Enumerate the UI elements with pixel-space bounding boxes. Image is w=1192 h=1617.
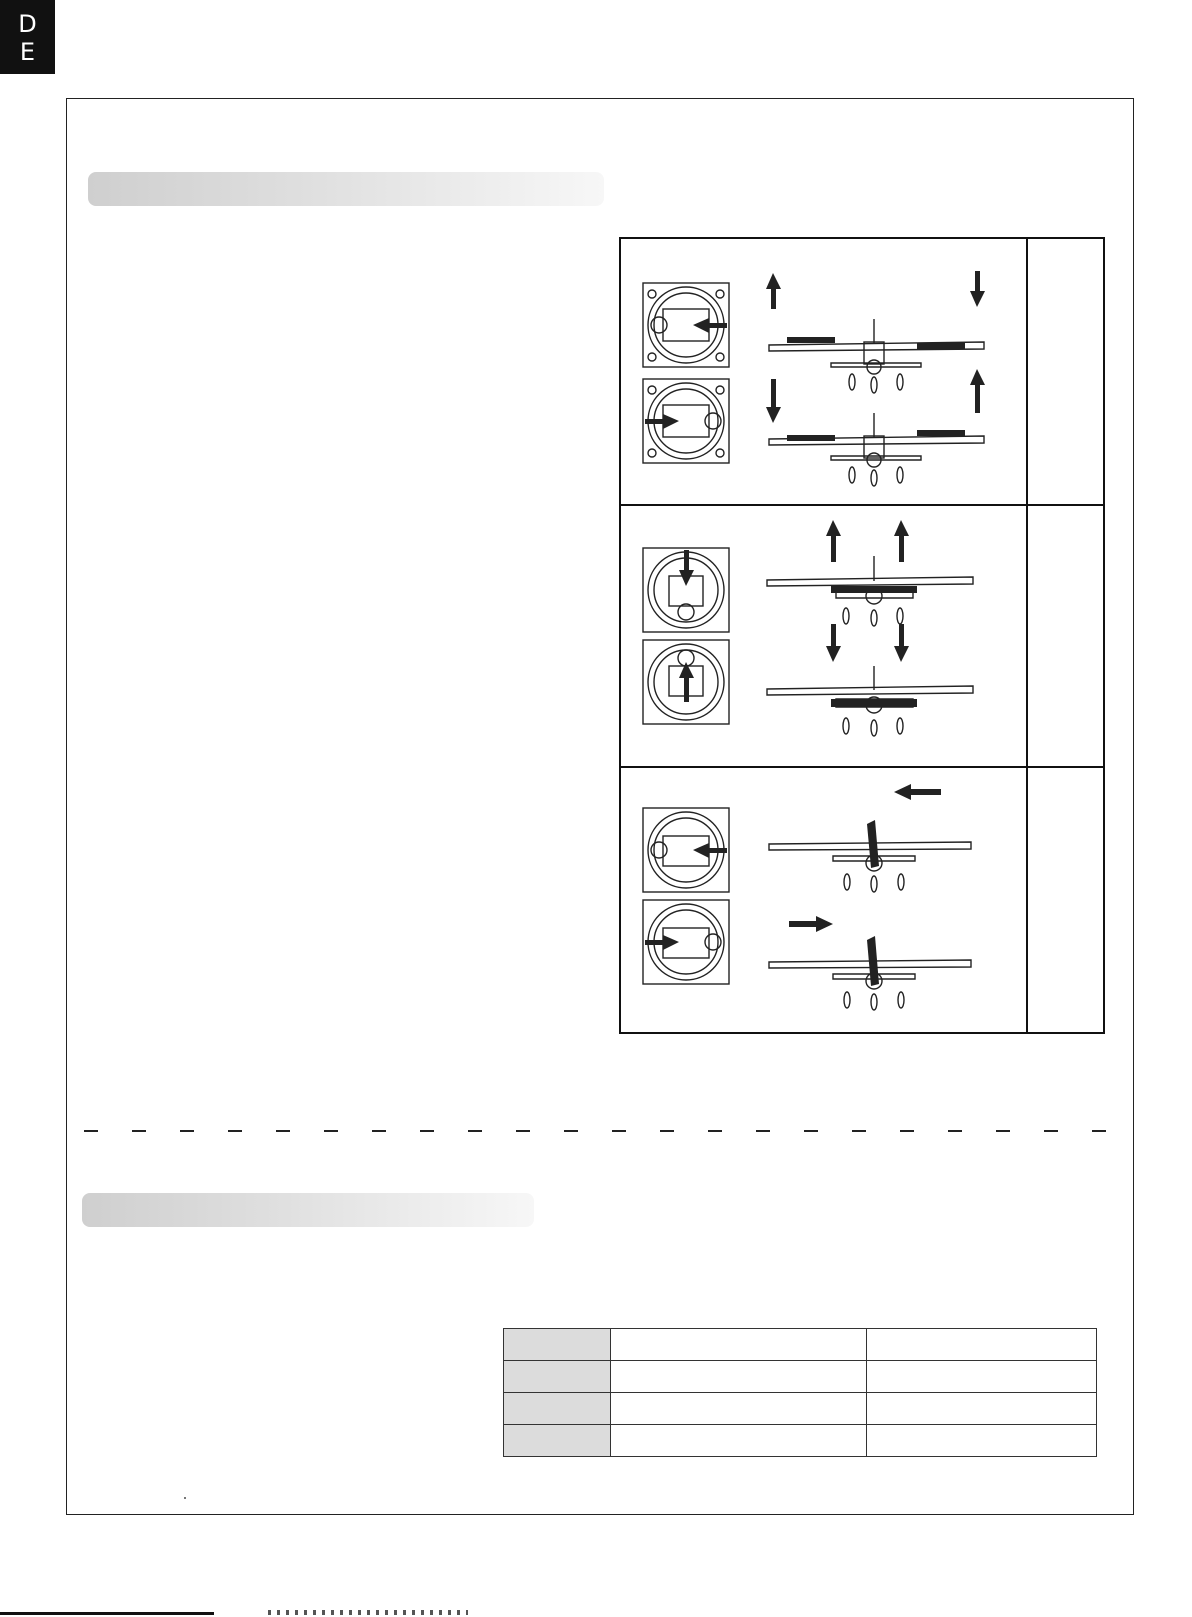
table-cell: [611, 1361, 867, 1393]
rudder-label-cell: [1028, 768, 1103, 1032]
rudder-deflection-icons: [621, 768, 1026, 1032]
aileron-label-cell: [1028, 239, 1103, 504]
table-row: [504, 1393, 1097, 1425]
language-tab: [0, 0, 55, 74]
table-row-header: [504, 1393, 611, 1425]
elevator-label-cell: [1028, 506, 1103, 766]
language-tab-line1: D: [18, 10, 37, 38]
elevator-deflection-icons: [621, 506, 1026, 766]
elevator-panel: [621, 506, 1026, 766]
spec-table: [503, 1328, 1097, 1457]
aileron-panel: [621, 239, 1026, 504]
aileron-deflection-icons: [621, 239, 1026, 504]
section-header-specs: [82, 1193, 534, 1227]
table-cell: [611, 1425, 867, 1457]
table-cell: [867, 1393, 1097, 1425]
section-header-control-test: [88, 172, 604, 206]
table-cell: [611, 1329, 867, 1361]
stray-mark: [184, 1497, 186, 1499]
table-cell: [867, 1361, 1097, 1393]
table-row: [504, 1329, 1097, 1361]
control-surface-diagram: [619, 237, 1105, 1034]
table-row-header: [504, 1329, 611, 1361]
table-cell: [867, 1329, 1097, 1361]
table-cell: [611, 1393, 867, 1425]
footer-marks: [268, 1610, 468, 1615]
rudder-panel: [621, 768, 1026, 1032]
table-cell: [867, 1425, 1097, 1457]
footer-rule: [0, 1612, 214, 1615]
table-row-header: [504, 1425, 611, 1457]
cut-line-divider: [84, 1130, 1118, 1132]
table-row-header: [504, 1361, 611, 1393]
table-row: [504, 1361, 1097, 1393]
table-row: [504, 1425, 1097, 1457]
language-tab-line2: E: [19, 38, 36, 66]
